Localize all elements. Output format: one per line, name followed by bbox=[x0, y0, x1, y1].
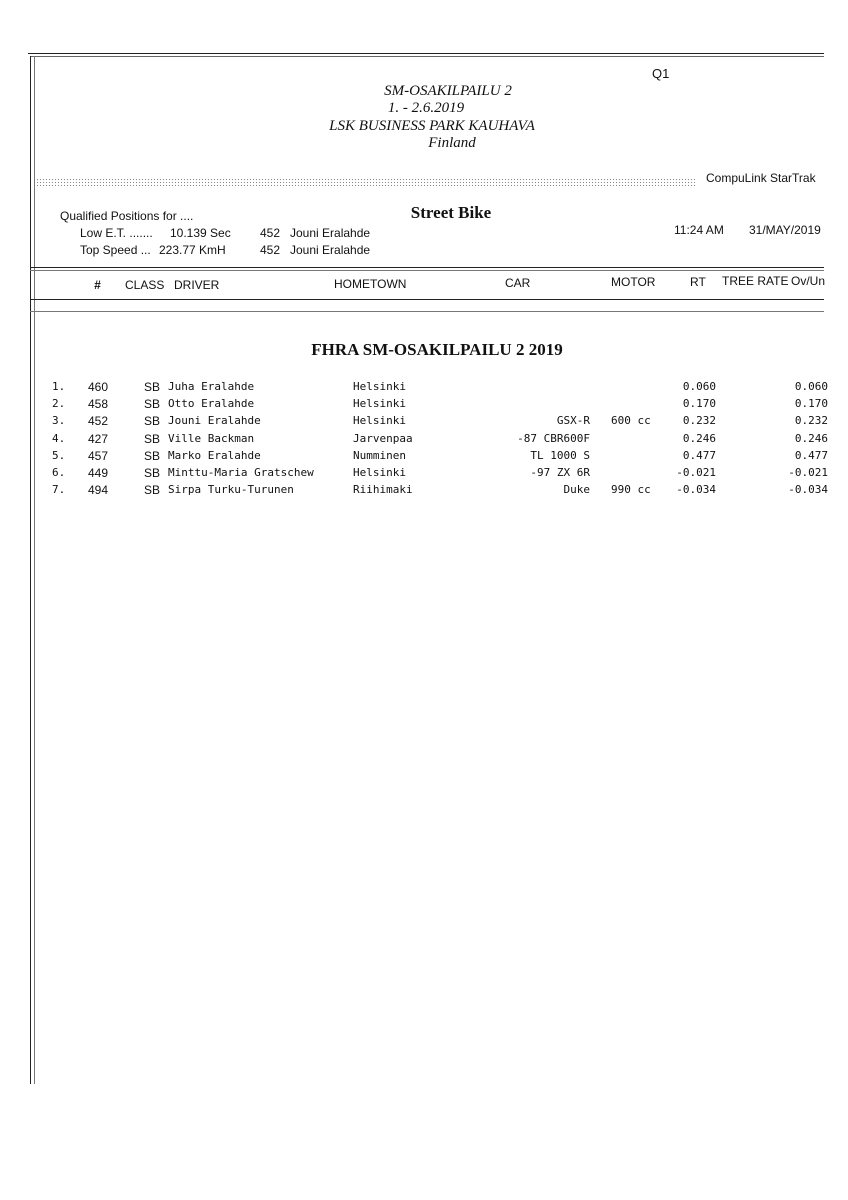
cell-rt: 0.246 bbox=[682, 431, 716, 445]
cell-rt: 0.232 bbox=[682, 414, 716, 428]
cell-hometown: Numminen bbox=[353, 448, 406, 462]
q-label: Q1 bbox=[652, 66, 670, 81]
cell-ov-un: 0.170 bbox=[794, 397, 828, 411]
cell-driver: Sirpa Turku-Turunen bbox=[168, 483, 294, 497]
cell-rt: -0.021 bbox=[676, 466, 716, 479]
cell-pos: 3. bbox=[52, 414, 66, 428]
cell-car: TL 1000 S bbox=[530, 448, 590, 462]
report-date: 31/MAY/2019 bbox=[749, 223, 821, 237]
class-title: Street Bike bbox=[410, 203, 492, 222]
cell-hometown: Helsinki bbox=[353, 414, 406, 428]
low-et-label: Low E.T. ....... bbox=[80, 226, 153, 240]
system-label: CompuLink StarTrak bbox=[706, 171, 816, 185]
cell-num: 427 bbox=[88, 431, 109, 446]
dotted-band bbox=[36, 178, 696, 186]
cell-ov-un: 0.246 bbox=[794, 431, 828, 445]
col-hometown: HOMETOWN bbox=[334, 277, 407, 291]
col-car: CAR bbox=[505, 276, 531, 290]
top-speed-label: Top Speed ... bbox=[80, 243, 151, 257]
top-border-inner bbox=[30, 56, 824, 57]
cell-rt: 0.477 bbox=[682, 448, 716, 462]
venue: LSK BUSINESS PARK KAUHAVA bbox=[329, 118, 535, 134]
cell-class: SB bbox=[144, 466, 161, 480]
cell-class: SB bbox=[144, 431, 161, 446]
cell-rt: -0.034 bbox=[676, 483, 716, 497]
cell-pos: 4. bbox=[52, 431, 66, 445]
cell-pos: 6. bbox=[52, 466, 66, 479]
top-speed-value: 223.77 KmH bbox=[159, 243, 226, 257]
cell-motor: 990 cc bbox=[611, 483, 651, 497]
cell-num: 449 bbox=[88, 466, 109, 480]
cell-car: -87 CBR600F bbox=[517, 431, 590, 445]
cell-ov-un: 0.477 bbox=[794, 448, 828, 462]
cell-hometown: Helsinki bbox=[353, 397, 406, 411]
col-rt: RT bbox=[690, 275, 706, 289]
cell-driver: Ville Backman bbox=[168, 431, 255, 445]
low-et-driver: Jouni Eralahde bbox=[290, 226, 371, 240]
cell-ov-un: -0.021 bbox=[788, 466, 828, 479]
cell-rt: 0.170 bbox=[682, 397, 716, 411]
cell-num: 458 bbox=[88, 397, 109, 412]
report-time: 11:24 AM bbox=[674, 223, 724, 237]
cell-car: Duke bbox=[563, 483, 590, 497]
cell-num: 460 bbox=[88, 380, 109, 394]
cell-driver: Marko Eralahde bbox=[168, 448, 261, 462]
qualified-label: Qualified Positions for .... bbox=[60, 209, 194, 223]
cell-pos: 7. bbox=[52, 483, 66, 497]
section-title: FHRA SM-OSAKILPAILU 2 2019 bbox=[311, 340, 563, 359]
cell-driver: Otto Eralahde bbox=[168, 397, 255, 411]
cell-hometown: Riihimaki bbox=[353, 483, 413, 497]
cell-driver: Juha Eralahde bbox=[168, 380, 255, 393]
cell-rt: 0.060 bbox=[682, 380, 716, 393]
col-ov-un: Ov/Un bbox=[791, 274, 826, 288]
cell-pos: 1. bbox=[52, 380, 66, 393]
top-border bbox=[28, 53, 824, 54]
cell-num: 457 bbox=[88, 448, 109, 463]
cell-driver: Minttu-Maria Gratschew bbox=[168, 466, 314, 479]
country: Finland bbox=[428, 135, 476, 151]
cell-car: GSX-R bbox=[556, 414, 590, 428]
cell-class: SB bbox=[144, 483, 161, 498]
cell-pos: 2. bbox=[52, 397, 66, 411]
cell-class: SB bbox=[144, 397, 161, 412]
col-motor: MOTOR bbox=[611, 275, 656, 289]
cell-ov-un: 0.232 bbox=[794, 414, 828, 428]
cell-pos: 5. bbox=[52, 448, 66, 462]
event-dates: 1. - 2.6.2019 bbox=[387, 100, 465, 116]
cell-num: 494 bbox=[88, 483, 109, 498]
left-border-outer bbox=[34, 56, 35, 1084]
cell-class: SB bbox=[144, 380, 161, 394]
col-class: CLASS bbox=[125, 278, 165, 292]
header-rule-bottom2 bbox=[30, 311, 824, 312]
top-speed-car: 452 bbox=[260, 243, 281, 257]
header-rule-top2 bbox=[30, 270, 824, 271]
cell-ov-un: -0.034 bbox=[788, 483, 828, 497]
cell-motor: 600 cc bbox=[611, 414, 651, 428]
header-rule-bottom bbox=[30, 299, 824, 300]
cell-class: SB bbox=[144, 448, 161, 463]
cell-driver: Jouni Eralahde bbox=[168, 414, 261, 428]
left-border bbox=[30, 56, 31, 1084]
col-driver: DRIVER bbox=[174, 278, 220, 292]
cell-hometown: Helsinki bbox=[353, 380, 406, 393]
cell-class: SB bbox=[144, 414, 161, 429]
cell-num: 452 bbox=[88, 414, 109, 429]
low-et-car: 452 bbox=[260, 226, 281, 240]
cell-hometown: Helsinki bbox=[353, 466, 406, 479]
cell-car: -97 ZX 6R bbox=[530, 466, 590, 479]
top-speed-driver: Jouni Eralahde bbox=[290, 243, 371, 257]
event-title: SM-OSAKILPAILU 2 bbox=[384, 83, 512, 99]
header-rule-top bbox=[30, 267, 824, 268]
col-tree-rate: TREE RATE bbox=[722, 274, 789, 288]
low-et-value: 10.139 Sec bbox=[170, 226, 231, 240]
cell-ov-un: 0.060 bbox=[794, 380, 828, 393]
col-num: # bbox=[94, 278, 101, 292]
cell-hometown: Jarvenpaa bbox=[353, 431, 413, 445]
